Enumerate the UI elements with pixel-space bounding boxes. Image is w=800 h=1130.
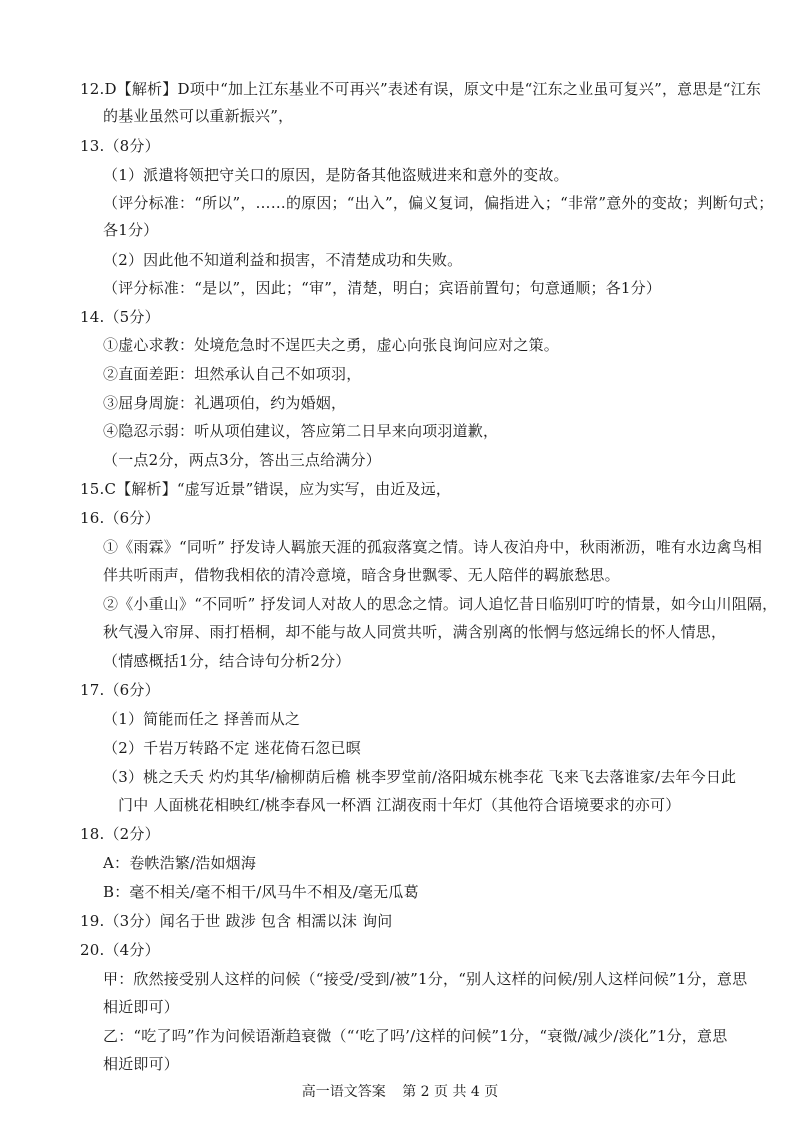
text-line: （3）桃之夭夭 灼灼其华/榆柳荫后檐 桃李罗堂前/洛阳城东桃李花 飞来飞去落谁家/去年今日此 bbox=[103, 768, 737, 786]
text-line: 14.（5分） bbox=[80, 308, 160, 326]
text-line: 的基业虽然可以重新振兴”， bbox=[103, 107, 294, 125]
text-line: （情感概括1分，结合诗句分析2分） bbox=[103, 652, 351, 670]
text-line: 各1分） bbox=[103, 221, 159, 239]
text-line: 伴共听雨声，借物我相依的清冷意境，暗含身世飘零、无人陪伴的羁旅愁思。 bbox=[103, 566, 620, 584]
text-line: 乙：“吃了吗”作为问候语渐趋衰微（“‘吃了吗’/这样的问候”1分，“衰微/减少/淡化”1分，意思 bbox=[103, 1027, 728, 1045]
footer-subject: 高一语文答案 bbox=[301, 1084, 386, 1100]
text-line: 甲：欣然接受别人这样的问候（“接受/受到/被”1分，“别人这样的问候/别人这样问候”1分，意思 bbox=[103, 970, 748, 988]
text-line: （1）派遣将领把守关口的原因，是防备其他盗贼进来和意外的变故。 bbox=[103, 166, 569, 184]
text-line: ②《小重山》“不同听” 抒发词人对故人的思念之情。词人追忆昔日临别叮咛的情景，如今山川阻隔， bbox=[103, 595, 778, 613]
text-line: 17.（6分） bbox=[80, 681, 160, 699]
page-footer bbox=[0, 1082, 800, 1102]
text-line: ③屈身周旋：礼遇项伯，约为婚姻， bbox=[103, 394, 347, 412]
footer-page-number: 第 2 页 共 4 页 bbox=[402, 1084, 499, 1100]
text-line: 秋气漫入帘屏、雨打梧桐，却不能与故人同赏共听，满含别离的怅惘与悠远绵长的怀人情思， bbox=[103, 623, 727, 641]
text-line: （一点2分，两点3分，答出三点给满分） bbox=[103, 451, 381, 469]
text-line: （评分标准：“是以”，因此；“审”，清楚，明白；宾语前置句；句意通顺；各1分） bbox=[103, 279, 662, 297]
text-line: 15.C【解析】“虚写近景”错误，应为实写，由近及远， bbox=[80, 480, 452, 498]
text-line: 20.（4分） bbox=[80, 941, 160, 959]
text-line: （2）因此他不知道利益和损害，不清楚成功和失败。 bbox=[103, 251, 463, 269]
text-line: 13.（8分） bbox=[80, 137, 160, 155]
text-line: （2）千岩万转路不定 迷花倚石忽已暝 bbox=[103, 739, 361, 757]
text-line: （评分标准：“所以”，……的原因；“出入”，偏义复词，偏指进入；“非常”意外的变故；判断句式； bbox=[103, 194, 774, 212]
text-line: 18.（2分） bbox=[80, 825, 160, 843]
text-line: 相近即可） bbox=[103, 1055, 180, 1073]
text-line: 门中 人面桃花相映红/桃李春风一杯酒 江湖夜雨十年灯（其他符合语境要求的亦可） bbox=[118, 796, 681, 814]
text-line: 12.D【解析】D项中“加上江东基业不可再兴”表述有误，原文中是“江东之业虽可复兴”，意思是“江东 bbox=[80, 80, 762, 98]
text-line: B：毫不相关/毫不相干/风马牛不相及/毫无瓜葛 bbox=[103, 883, 419, 901]
text-line: ①《雨霖》“同听” 抒发诗人羁旅天涯的孤寂落寞之情。诗人夜泊舟中，秋雨淅沥，唯有水边禽鸟相 bbox=[103, 538, 763, 556]
text-line: ①虚心求教：处境危急时不逞匹夫之勇，虚心向张良询问应对之策。 bbox=[103, 336, 560, 354]
text-line: 16.（6分） bbox=[80, 509, 160, 527]
text-line: 相近即可） bbox=[103, 998, 180, 1016]
text-line: A：卷帙浩繁/浩如烟海 bbox=[103, 854, 257, 872]
text-line: （1）简能而任之 择善而从之 bbox=[103, 710, 301, 728]
text-line: 19.（3分）闻名于世 跋涉 包含 相濡以沫 询问 bbox=[80, 912, 393, 930]
text-line: ②直面差距：坦然承认自己不如项羽， bbox=[103, 365, 362, 383]
text-line: ④隐忍示弱：听从项伯建议，答应第二日早来向项羽道歉， bbox=[103, 422, 499, 440]
